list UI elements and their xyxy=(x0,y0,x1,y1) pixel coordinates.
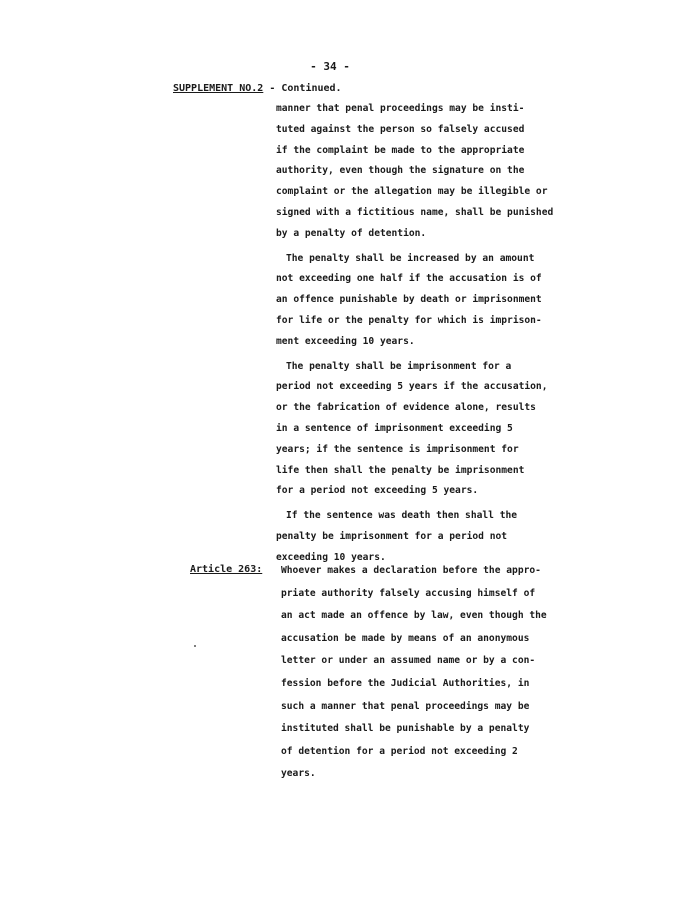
text-line: The penalty shall be imprisonment for a xyxy=(286,360,512,372)
text-line: period not exceeding 5 years if the accusation, xyxy=(276,381,548,393)
text-line: or the fabrication of evidence alone, results xyxy=(276,402,536,414)
text-line: instituted shall be punishable by a penalty xyxy=(281,723,530,735)
text-line: years. xyxy=(281,768,316,780)
text-line: an offence punishable by death or imprisonment xyxy=(276,294,542,306)
continued-label: - Continued. xyxy=(263,83,342,94)
section-header xyxy=(173,83,342,94)
text-line: The penalty shall be increased by an amount xyxy=(286,252,535,264)
text-line: priate authority falsely accusing himself of xyxy=(281,587,536,599)
text-line: If the sentence was death then shall the xyxy=(286,510,518,522)
text-line: for life or the penalty for which is imprison- xyxy=(276,314,542,326)
text-line: letter or under an assumed name or by a con- xyxy=(281,655,536,667)
article-label: Article 263: xyxy=(190,564,263,575)
text-line: such a manner that penal proceedings may be xyxy=(281,700,530,712)
text-line: accusation be made by means of an anonymous xyxy=(281,632,530,644)
text-line: fession before the Judicial Authorities, in xyxy=(281,677,530,689)
text-line: ment exceeding 10 years. xyxy=(276,335,415,347)
text-line: years; if the sentence is imprisonment for xyxy=(276,443,519,455)
text-line: of detention for a period not exceeding 2 xyxy=(281,745,518,757)
text-line: life then shall the penalty be imprisonment xyxy=(276,464,525,476)
text-line: if the complaint be made to the appropriate xyxy=(276,144,525,156)
ink-speck xyxy=(194,645,196,647)
text-line: penalty be imprisonment for a period not xyxy=(276,530,508,542)
text-line: in a sentence of imprisonment exceeding 5 xyxy=(276,422,513,434)
text-line: not exceeding one half if the accusation is of xyxy=(276,273,542,285)
text-line: tuted against the person so falsely accused xyxy=(276,123,525,135)
supplement-label: SUPPLEMENT NO.2 xyxy=(173,83,264,94)
article-text xyxy=(281,564,581,790)
text-line: signed with a fictitious name, shall be punished xyxy=(276,206,554,218)
text-line: Whoever makes a declaration before the appro- xyxy=(281,565,541,576)
text-line: complaint or the allegation may be illegible or xyxy=(276,186,548,198)
text-line: an act made an offence by law, even though the xyxy=(281,610,547,622)
supplement-text xyxy=(276,99,576,569)
page-number: - 34 - xyxy=(310,60,350,73)
text-line: exceeding 10 years. xyxy=(276,551,386,563)
text-line: for a period not exceeding 5 years. xyxy=(276,485,479,497)
text-line: by a penalty of detention. xyxy=(276,227,427,239)
text-line: authority, even though the signature on the xyxy=(276,165,525,177)
text-line: manner that penal proceedings may be insti- xyxy=(276,103,525,114)
